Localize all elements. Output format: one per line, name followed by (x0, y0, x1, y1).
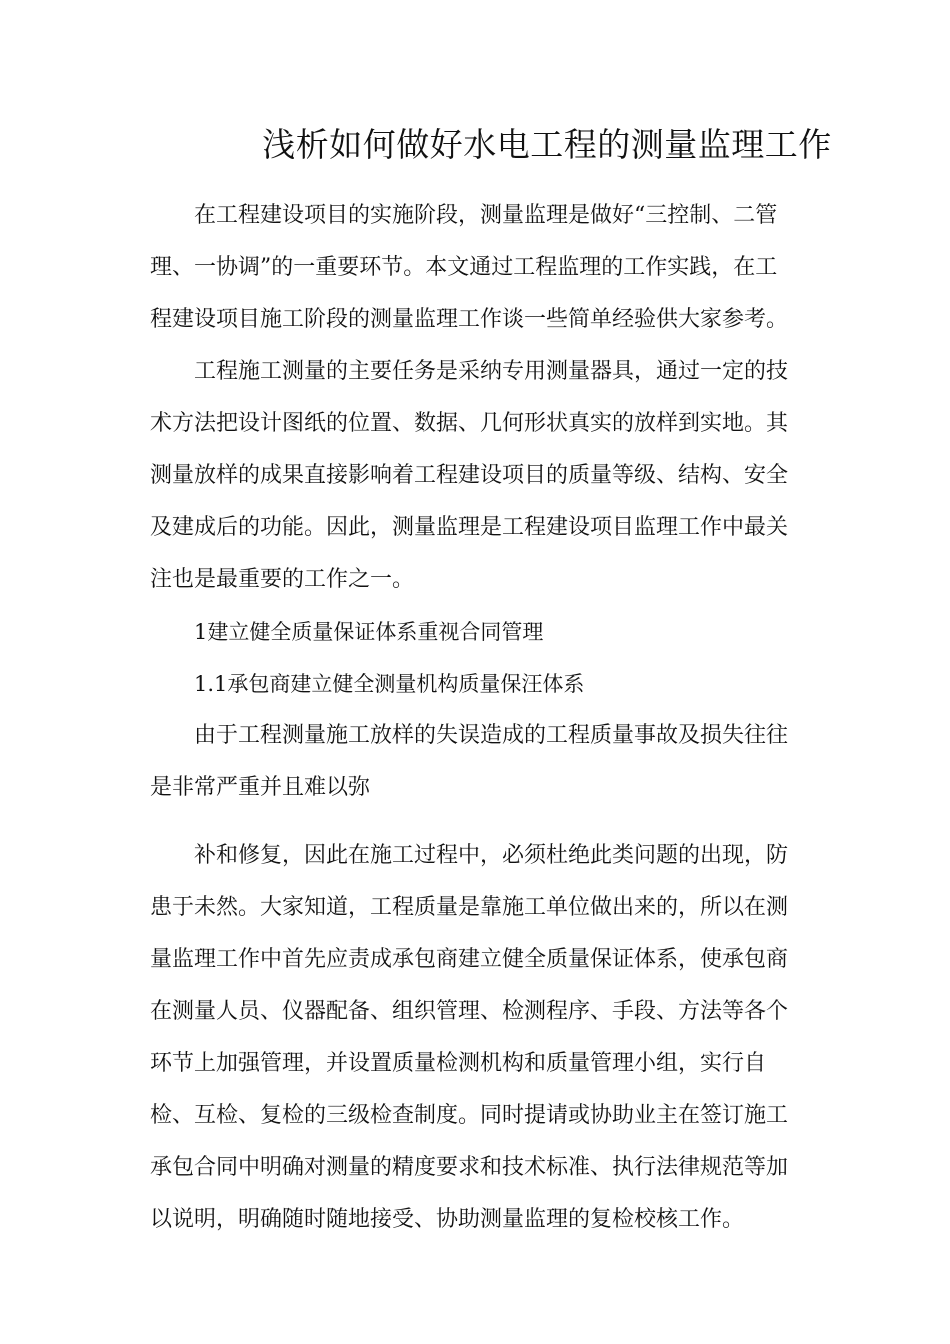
text-line: 注也是最重要的工作之一。 (150, 567, 415, 592)
text-line: 检、互检、复检的三级检查制度。同时提请或协助业主在签订施工 (150, 1103, 789, 1128)
paragraph-main-task (150, 346, 802, 606)
section-heading-1: 1建立健全质量保证体系重视合同管理 (194, 620, 544, 644)
text-line: 由于工程测量施工放样的失误造成的工程质量事故及损失往往 (194, 723, 789, 748)
text-line: 量监理工作中首先应责成承包商建立健全质量保证体系，使承包商 (150, 947, 789, 972)
document-title: 浅析如何做好水电工程的测量监理工作 (262, 125, 832, 164)
section-heading-1-1: 1.1承包商建立健全测量机构质量保汪体系 (194, 672, 585, 696)
text-line: 术方法把设计图纸的位置、数据、几何形状真实的放样到实地。其 (150, 411, 789, 436)
text-line: 测量放样的成果直接影响着工程建设项目的质量等级、结构、安全 (150, 463, 789, 488)
paragraph-intro (150, 190, 802, 346)
text-line: 理、一协调”的一重要环节。本文通过工程监理的工作实践，在工 (150, 255, 778, 280)
text-line: 承包合同中明确对测量的精度要求和技术标准、执行法律规范等加 (150, 1155, 789, 1180)
text-line: 在测量人员、仪器配备、组织管理、检测程序、手段、方法等各个 (150, 999, 789, 1024)
text-line: 是非常严重并且难以弥 (150, 775, 371, 800)
paragraph-loss (150, 710, 802, 814)
text-line: 补和修复，因此在施工过程中，必须杜绝此类问题的出现，防 (194, 843, 789, 868)
text-line: 程建设项目施工阶段的测量监理工作谈一些简单经验供大家参考。 (150, 307, 789, 332)
text-line: 工程施工测量的主要任务是采纳专用测量器具，通过一定的技 (194, 359, 789, 384)
text-line: 患于未然。大家知道，工程质量是靠施工单位做出来的，所以在测 (150, 895, 789, 920)
text-line: 以说明，明确随时随地接受、协助测量监理的复检校核工作。 (150, 1207, 745, 1232)
text-line: 及建成后的功能。因此，测量监理是工程建设项目监理工作中最关 (150, 515, 789, 540)
text-line: 在工程建设项目的实施阶段，测量监理是做好“三控制、二管 (194, 203, 778, 228)
document-body (150, 190, 802, 1246)
text-line: 环节上加强管理，并设置质量检测机构和质量管理小组，实行自 (150, 1051, 767, 1076)
paragraph-quality-system (150, 830, 802, 1246)
